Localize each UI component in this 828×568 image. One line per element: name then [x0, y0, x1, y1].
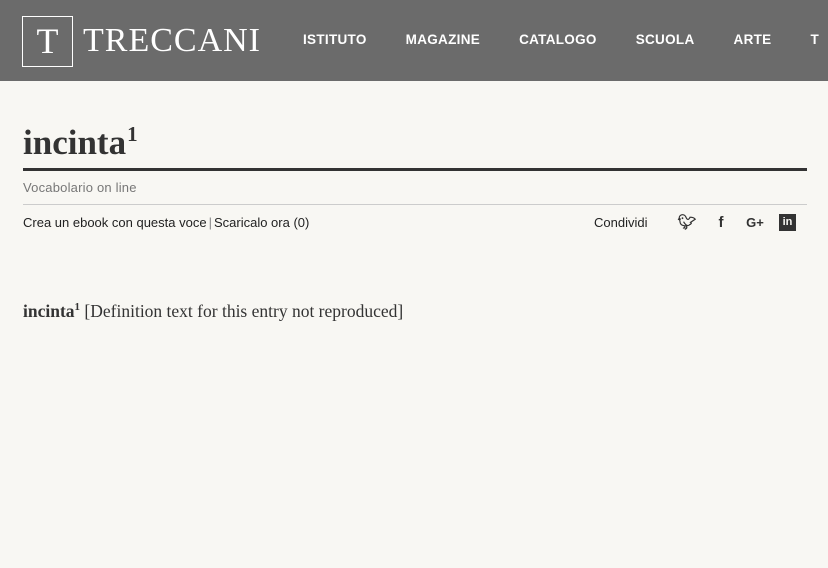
ebook-link[interactable]: Crea un ebook con questa voce	[23, 215, 207, 230]
linkedin-icon[interactable]: in	[779, 214, 796, 231]
brand-name: TRECCANI	[83, 22, 261, 59]
entry-definition: [Definition text for this entry not reproduced]	[84, 300, 404, 321]
nav-magazine[interactable]: MAGAZINE	[405, 32, 481, 47]
title-rule	[23, 168, 807, 171]
twitter-icon[interactable]: 🐦︎	[677, 214, 697, 231]
top-bar	[0, 0, 828, 81]
facebook-icon[interactable]: f	[718, 213, 724, 231]
share-icons	[677, 212, 796, 232]
nav-catalogo[interactable]: CATALOGO	[519, 32, 597, 47]
main-nav	[303, 32, 828, 47]
share-label: Condividi	[594, 215, 648, 230]
entry-headword: incinta$^1$	[23, 300, 81, 321]
divider	[23, 204, 807, 205]
nav-truncated[interactable]: T	[810, 32, 820, 47]
ebook-bar: Crea un ebook con questa voce | Scaricalo ora (0)	[23, 215, 310, 230]
nav-scuola[interactable]: SCUOLA	[635, 32, 695, 47]
nav-istituto[interactable]: ISTITUTO	[303, 32, 367, 47]
entry-source: Vocabolario on line	[23, 180, 137, 195]
entry-body	[23, 290, 809, 328]
entry-title: incinta$^1$	[23, 122, 138, 162]
logo-mark: T	[22, 16, 73, 67]
google-plus-icon[interactable]: G+	[746, 214, 764, 230]
nav-arte[interactable]: ARTE	[733, 32, 772, 47]
download-link[interactable]: Scaricalo ora	[213, 215, 290, 230]
treccani-logo[interactable]	[22, 15, 261, 67]
download-count: (0)	[293, 215, 310, 230]
